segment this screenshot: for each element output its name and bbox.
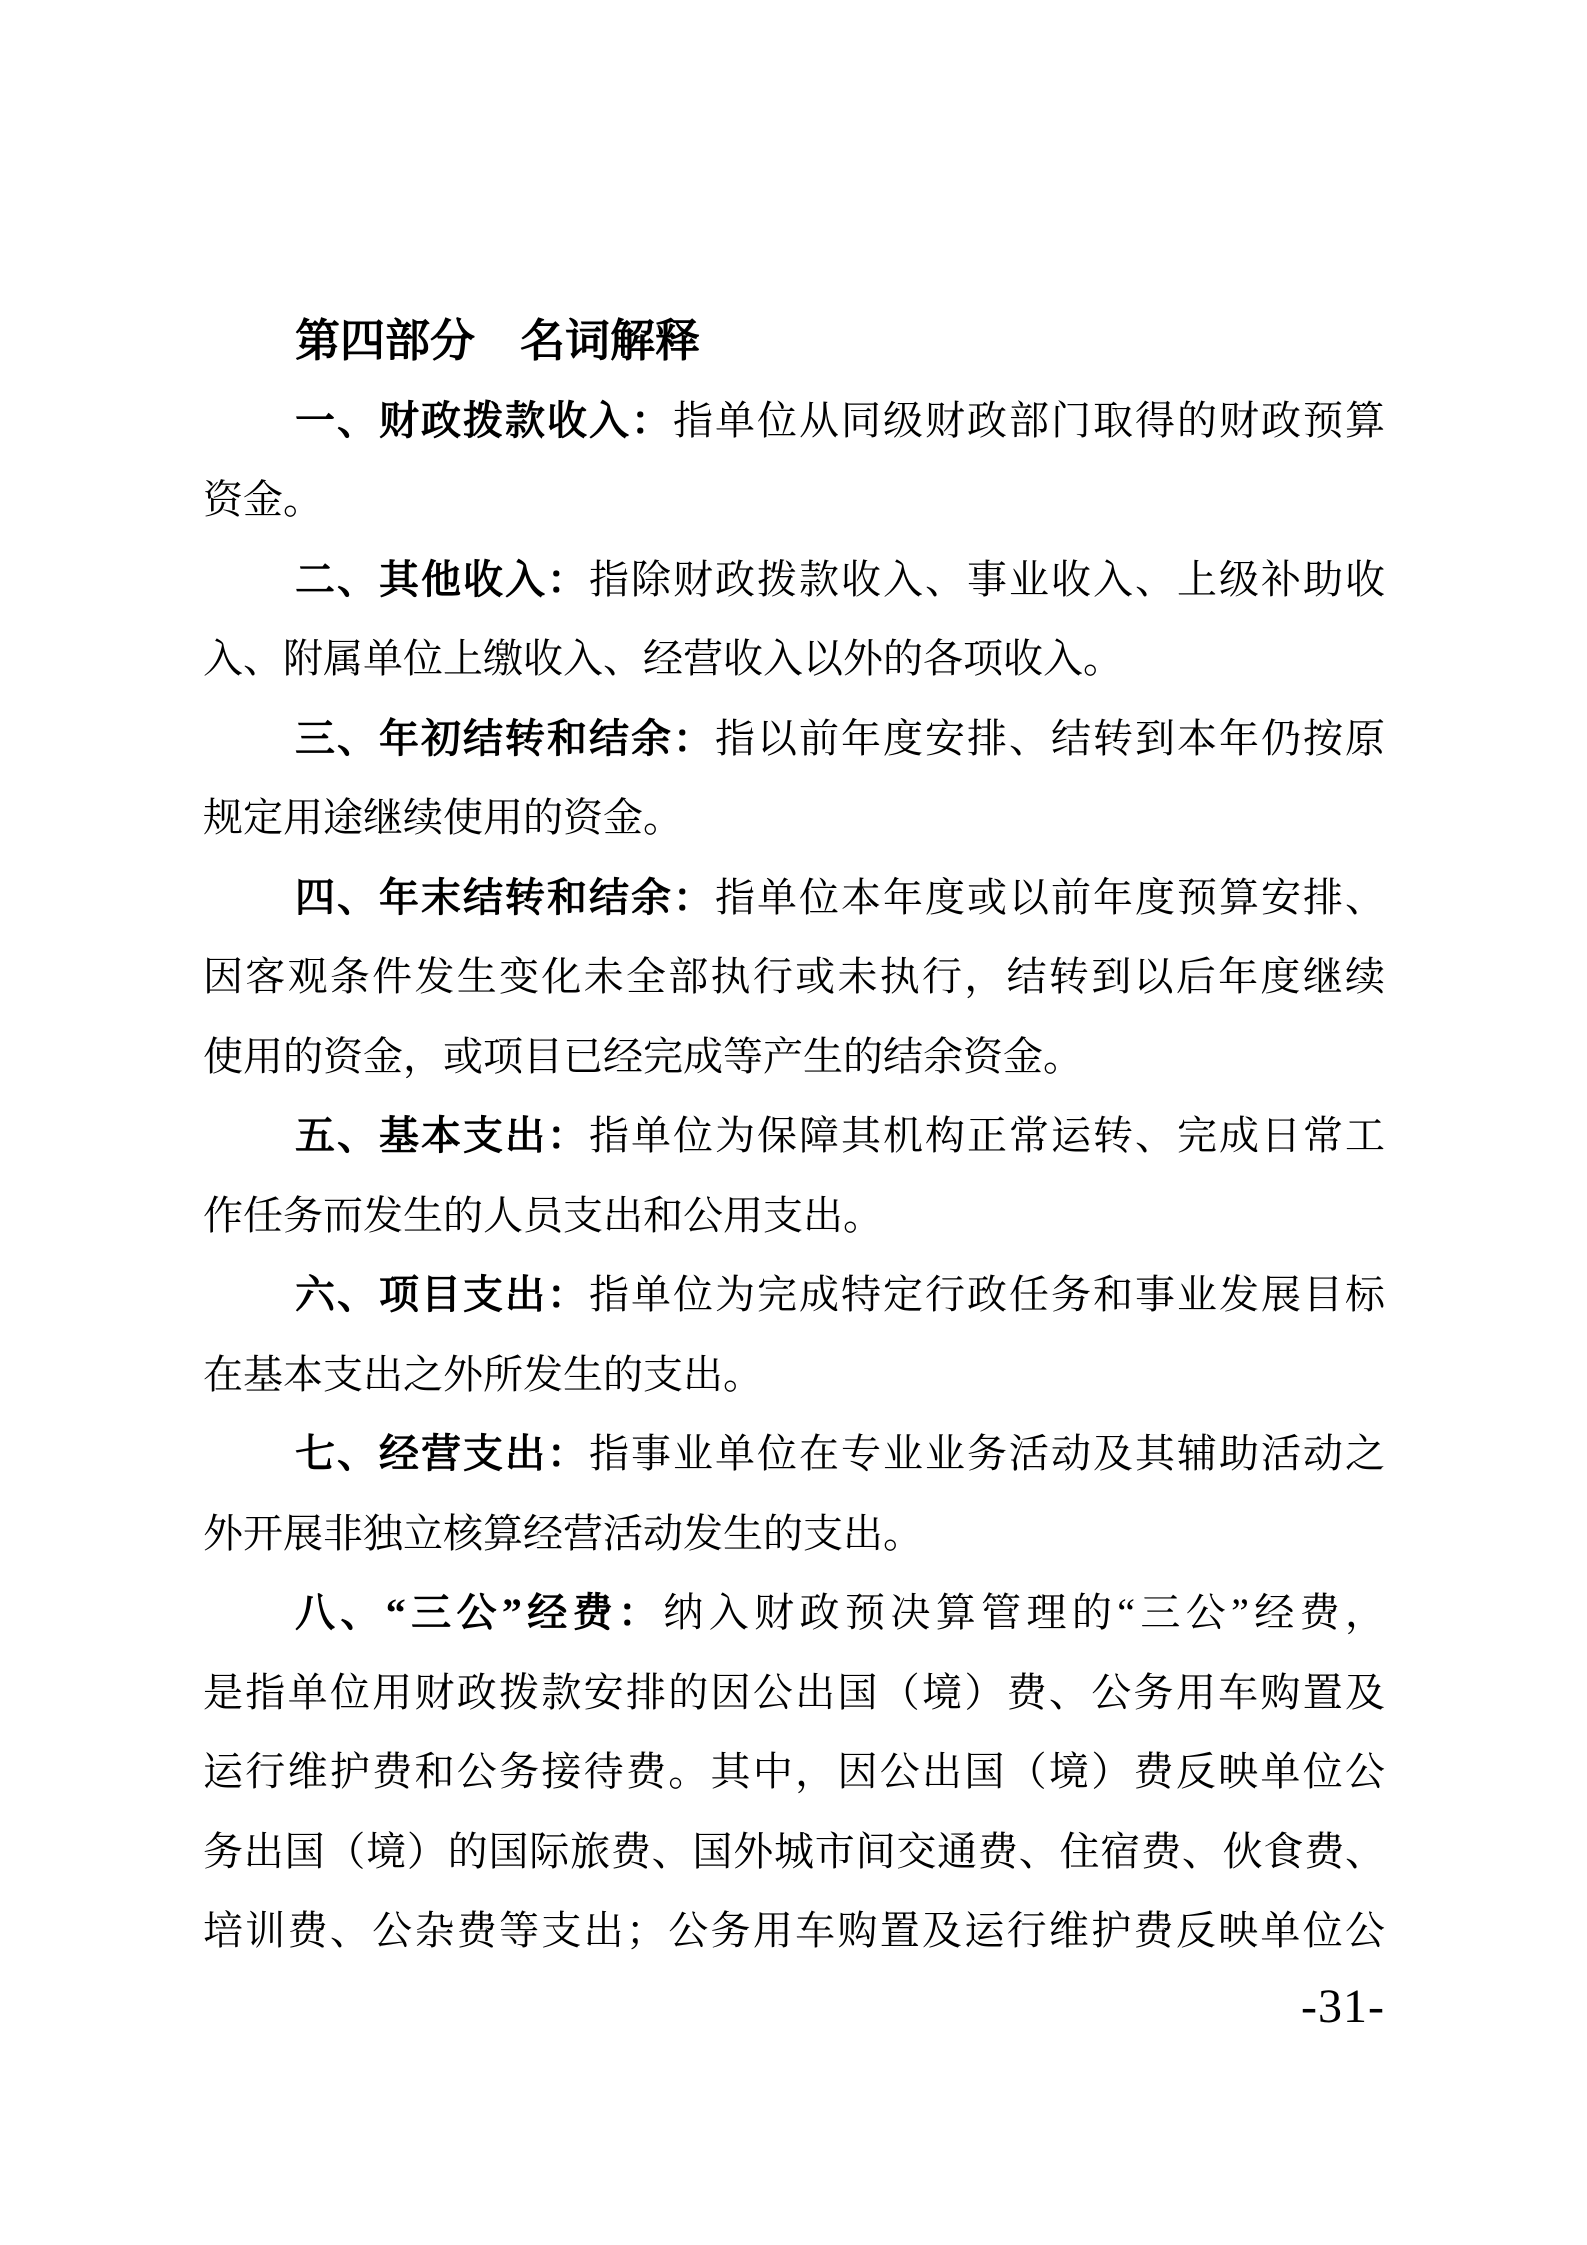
text-line bbox=[203, 381, 1385, 461]
page-number: -31- bbox=[1301, 1980, 1385, 2033]
definition-text: 资金。 bbox=[203, 477, 323, 522]
term-label: 八、“三公”经费： bbox=[295, 1590, 664, 1635]
term-label: 二、其他收入： bbox=[295, 556, 589, 602]
definition-text: 指以前年度安排、结转到本年仍按原 bbox=[715, 715, 1385, 761]
definition-text: 指事业单位在专业业务活动及其辅助活动之 bbox=[589, 1431, 1385, 1476]
term-label: 四、年末结转和结余： bbox=[295, 874, 715, 920]
text-line bbox=[203, 1414, 1385, 1494]
term-label: 五、基本支出： bbox=[295, 1113, 589, 1158]
definition-text: 外开展非独立核算经营活动发生的支出。 bbox=[203, 1510, 923, 1556]
section-title: 第四部分 名词解释 bbox=[295, 315, 701, 366]
text-line bbox=[203, 1096, 1385, 1176]
text-line bbox=[203, 540, 1385, 620]
text-line bbox=[203, 1573, 1385, 1653]
text-line bbox=[203, 1017, 1385, 1097]
definition-text: 指单位从同级财政部门取得的财政预算 bbox=[673, 397, 1385, 443]
text-line bbox=[203, 460, 1385, 540]
text-line bbox=[203, 1891, 1385, 1971]
text-line bbox=[203, 1732, 1385, 1812]
text-line bbox=[203, 619, 1385, 699]
definition-text: 运行维护费和公务接待费。其中，因公出国（境）费反映单位公 bbox=[203, 1749, 1385, 1794]
text-line bbox=[203, 1255, 1385, 1335]
text-line bbox=[203, 1812, 1385, 1892]
definition-text: 指单位为完成特定行政任务和事业发展目标 bbox=[589, 1272, 1385, 1317]
definition-text: 指单位为保障其机构正常运转、完成日常工 bbox=[589, 1113, 1385, 1158]
definition-text: 因客观条件发生变化未全部执行或未执行，结转到以后年度继续 bbox=[203, 954, 1385, 999]
definition-text: 纳入财政预决算管理的“三公”经费， bbox=[663, 1590, 1385, 1635]
definition-text: 入、附属单位上缴收入、经营收入以外的各项收入。 bbox=[203, 636, 1123, 681]
term-label: 一、财政拨款收入： bbox=[295, 397, 673, 443]
text-line bbox=[203, 1653, 1385, 1733]
text-line bbox=[203, 778, 1385, 858]
text-line bbox=[203, 1176, 1385, 1256]
term-label: 六、项目支出： bbox=[295, 1272, 589, 1317]
text-line bbox=[203, 1494, 1385, 1574]
text-line bbox=[203, 699, 1385, 779]
definition-text: 指除财政拨款收入、事业收入、上级补助收 bbox=[589, 556, 1385, 602]
document-body bbox=[203, 301, 1385, 1971]
definition-text: 使用的资金，或项目已经完成等产生的结余资金。 bbox=[203, 1033, 1083, 1079]
term-label: 三、年初结转和结余： bbox=[295, 715, 715, 761]
term-label: 七、经营支出： bbox=[295, 1431, 589, 1476]
text-line bbox=[203, 858, 1385, 938]
text-line bbox=[203, 937, 1385, 1017]
text-line bbox=[203, 1335, 1385, 1415]
definition-text: 在基本支出之外所发生的支出。 bbox=[203, 1351, 763, 1397]
definition-text: 作任务而发生的人员支出和公用支出。 bbox=[203, 1192, 883, 1238]
paragraph-lines bbox=[203, 381, 1385, 1971]
definition-text: 务出国（境）的国际旅费、国外城市间交通费、住宿费、伙食费、 bbox=[203, 1828, 1385, 1874]
definition-text: 规定用途继续使用的资金。 bbox=[203, 795, 683, 840]
definition-text: 培训费、公杂费等支出；公务用车购置及运行维护费反映单位公 bbox=[203, 1908, 1385, 1953]
definition-text: 是指单位用财政拨款安排的因公出国（境）费、公务用车购置及 bbox=[203, 1669, 1385, 1715]
definition-text: 指单位本年度或以前年度预算安排、 bbox=[715, 874, 1385, 920]
